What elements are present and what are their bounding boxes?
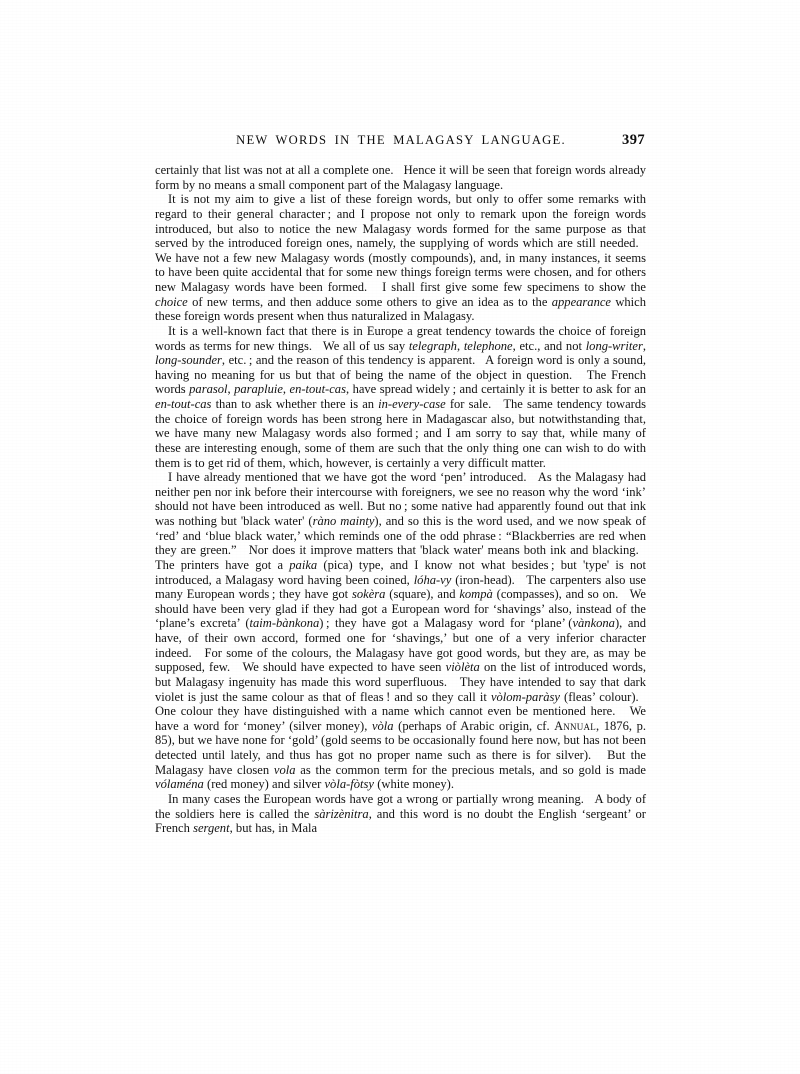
body-text-block [155, 163, 646, 836]
running-head [155, 132, 645, 150]
paragraph-wrong-meaning: In many cases the European words have got a wrong or partially wrong meaning. A body of the soldiers here is called the sàrizènitra, and this word is no doubt the English ‘sergeant’ or French sergent, but has, in Mala [155, 791, 646, 836]
paragraph-pen-ink: I have already mentioned that we have got the word ‘pen’ introduced. As the Malagasy had neither pen nor ink before their intercourse with foreigners, we see no reason why the word ‘ink’ should not have been introduced as well. But no ; some native had apparently found out that ink was nothing but 'black water' (ràno mainty), and so this is the word used, and we now speak of ‘red’ and ‘blue black water,’ which reminds one of the odd phrase : “Blackberries are red when they are green.” Nor does it improve matters that 'black water' means both ink and blacking. The printers have got a paika (pica) type, and I know not what besides ; but 'type' is not introduced, a Malagasy word having been coined, lóha-vy (iron-head). The carpenters also use many European words ; they have got sokèra (square), and kompà (compasses), and so on. We should have been very glad if they had got a European word for ‘shavings’ also, instead of the ‘plane’s excreta’ (taim-bànkona) ; they have got a Malagasy word for ‘plane’ (vànkona), and have, of their own accord, formed one for ‘shavings,’ but one of a very inferior character indeed. For some of the colours, the Malagasy have got good words, but they are, as may be supposed, few. We should have expected to have seen viòlèta on the list of introduced words, but Malagasy ingenuity has made this word superfluous. They have intended to say that dark violet is just the same colour as that of fleas ! and so they call it vòlom-paràsy (fleas’ colour). One colour they have distinguished with a name which cannot even be mentioned here. We have a word for ‘money’ (silver money), vòla (perhaps of Arabic origin, cf. Annual, 1876, p. 85), but we have none for ‘gold’ (gold seems to be occasionally found here now, but has not been detected until lately, and thus has got no proper name such as there is for silver). But the Malagasy have closen vola as the common term for the precious metals, and so gold is made vólaména (red money) and silver vòla-fòtsy (white money). [155, 470, 647, 792]
paragraph-continued: certainly that list was not at all a complete one. Hence it will be seen that foreign words already form by no means a small component part of the Malagasy language. [155, 163, 646, 192]
paragraph-europe: It is a well-known fact that there is in Europe a great tendency towards the choice of foreign words as terms for new things. We all of us say telegraph, telephone, etc., and not long-writer, long-sounder, etc. ; and the reason of this tendency is apparent. A foreign word is only a sound, having no meaning for us but that of being the name of the object in question. The French words parasol, parapluie, en-tout-cas, have spread widely ; and certainly it is better to ask for an en-tout-cas than to ask whether there is an in-every-case for sale. The same tendency towards the choice of foreign words has been strong here in Madagascar also, but notwithstanding that, we have many new Malagasy words also formed ; and I am sorry to say that, while many of these are interesting enough, some of them are such that the only thing one can wish to do with them is to get rid of them, which, however, is certainly a very difficult matter. [155, 323, 647, 470]
running-head-title: NEW WORDS IN THE MALAGASY LANGUAGE. [236, 133, 566, 147]
page-number: 397 [622, 132, 645, 148]
paragraph-aim: It is not my aim to give a list of these foreign words, but only to offer some remarks with regard to their general character ; and I propose not only to remark upon the foreign words introduced, but also to notice the new Malagasy words formed for the same purpose as that served by the introduced foreign ones, namely, the supplying of words which are still needed. We have not a few new Malagasy words (mostly compounds), and, in many instances, it seems to have been quite accidental that for some new things foreign terms were chosen, and for others new Malagasy words have been formed. I shall first give some few specimens to show the choice of new terms, and then adduce some others to give an idea as to the appearance which these foreign words present when thus naturalized in Malagasy. [155, 192, 646, 324]
